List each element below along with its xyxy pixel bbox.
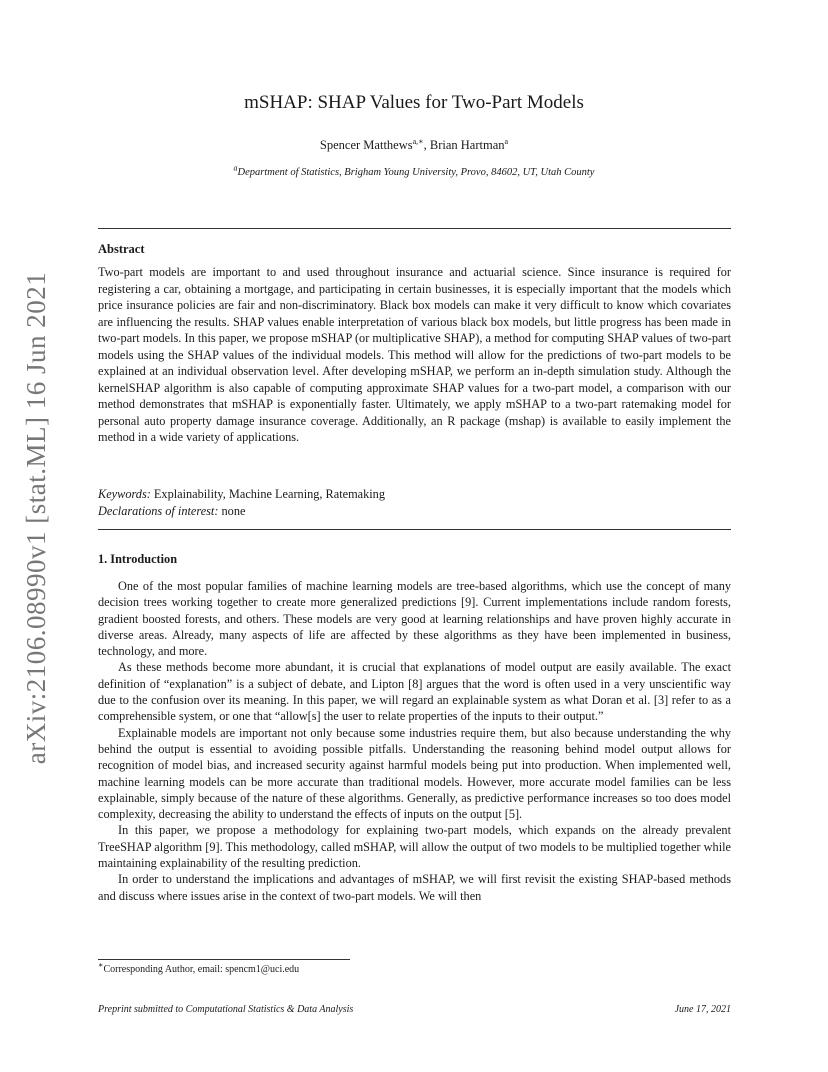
introduction-body bbox=[98, 578, 731, 904]
footnote-text: Corresponding Author, email: spencm1@uci.edu bbox=[103, 964, 300, 975]
abstract-heading: Abstract bbox=[98, 242, 145, 256]
footnote-rule bbox=[98, 959, 350, 960]
declarations-label: Declarations of interest: bbox=[98, 503, 219, 518]
paper-title: mSHAP: SHAP Values for Two-Part Models bbox=[244, 92, 584, 113]
keywords-label: Keywords: bbox=[98, 487, 151, 501]
intro-paragraph: In order to understand the implications and advantages of mSHAP, we will first revisit the existing SHAP-based methods and discuss where issues arise in the context of two-part models. We will then bbox=[98, 872, 731, 903]
section-heading-introduction: 1. Introduction bbox=[98, 552, 178, 566]
declarations-value: none bbox=[221, 503, 246, 518]
abstract-body: Two-part models are important to and used throughout insurance and actuarial science. Since insurance is required for registering a car, obtaining a mortgage, and participating in certain businesses, it is especially important that the models which price insurance policies are fair and non-discriminatory. Black box models can make it very difficult to know which covariates are influencing the results. SHAP values enable interpretation of various black box models, but little progress has been made in two-part models. In this paper, we propose mSHAP (or multiplicative SHAP), a method for computing SHAP values of two-part models using the SHAP values of the individual models. This method will allow for the predictions of two-part models to be explained at an individual observation level. After developing mSHAP, we perform an in-depth simulation study. Although the kernelSHAP algorithm is also capable of computing approximate SHAP values for a two-part model, a comparison with our method demonstrates that mSHAP is exponentially faster. Ultimately, we apply mSHAP to a two-part ratemaking model for personal auto property damage insurance coverage. Additionally, an R package (mshap) is available to easily implement the method in a wide variety of applications. bbox=[98, 265, 731, 444]
affiliation-mark: a bbox=[233, 163, 238, 173]
affiliation bbox=[0, 163, 828, 178]
author-affiliation-mark: a bbox=[504, 136, 509, 146]
author-affiliation-mark: a,∗ bbox=[412, 136, 424, 146]
author-name: Spencer Matthews bbox=[319, 138, 413, 152]
keywords-block bbox=[98, 486, 731, 519]
abstract-top-rule bbox=[98, 228, 731, 229]
footer-preprint-note: Preprint submitted to Computational Statistics & Data Analysis bbox=[98, 1004, 354, 1015]
intro-paragraph: As these methods become more abundant, it is crucial that explanations of model output are easily available. The exact definition of “explanation” is a subject of debate, and Lipton [8] argues that the word is often used in a very unscientific way due to the confusion over its meaning. In this paper, we will regard an explainable system as what Doran et al. [3] refer to as a comprehensible system, or one that “allow[s] the user to relate properties of the inputs to their output.” bbox=[98, 660, 731, 724]
author-name: Brian Hartman bbox=[429, 138, 505, 152]
footnote bbox=[98, 960, 300, 975]
keywords-value: Explainability, Machine Learning, Ratemaking bbox=[153, 487, 385, 501]
arxiv-identifier-stamp: arXiv:2106.08990v1 [stat.ML] 16 Jun 2021 bbox=[21, 271, 51, 765]
author-line bbox=[0, 138, 828, 153]
footnote-mark: ∗ bbox=[98, 960, 104, 970]
footer-date: June 17, 2021 bbox=[674, 1004, 731, 1015]
author-separator: , bbox=[423, 138, 430, 152]
intro-paragraph: In this paper, we propose a methodology for explaining two-part models, which expands on the already prevalent TreeSHAP algorithm [9]. This methodology, called mSHAP, will allow the output of two models to be multiplied together while maintaining explainability of the resulting prediction. bbox=[98, 823, 731, 871]
intro-paragraph: One of the most popular families of machine learning models are tree-based algorithms, which use the concept of many decision trees working together to create more generalized predictions [9]. Current implementations include random forests, gradient boosted forests, and others. These models are very good at learning relationships and have proven highly accurate in diverse areas. Already, many aspects of life are affected by these algorithms as they have been implemented in business, technology, and more. bbox=[98, 579, 731, 659]
affiliation-text: Department of Statistics, Brigham Young University, Provo, 84602, UT, Utah County bbox=[237, 167, 595, 178]
declarations-line bbox=[98, 503, 731, 520]
keywords-line bbox=[98, 486, 731, 503]
abstract-bottom-rule bbox=[98, 529, 731, 530]
intro-paragraph: Explainable models are important not only because some industries require them, but also because understanding the why behind the output is essential to avoiding possible pitfalls. Understanding the reasoning behind model output allows for recognition of model bias, and increased security against harmful models being put into production. When implemented well, machine learning models can be more accurate than traditional models. However, more accurate model families can be less explainable, simply because of the nature of these algorithms. Generally, as predictive performance increases so too does model complexity, decreasing the ability to understand the effects of inputs on the output [5]. bbox=[98, 725, 731, 822]
